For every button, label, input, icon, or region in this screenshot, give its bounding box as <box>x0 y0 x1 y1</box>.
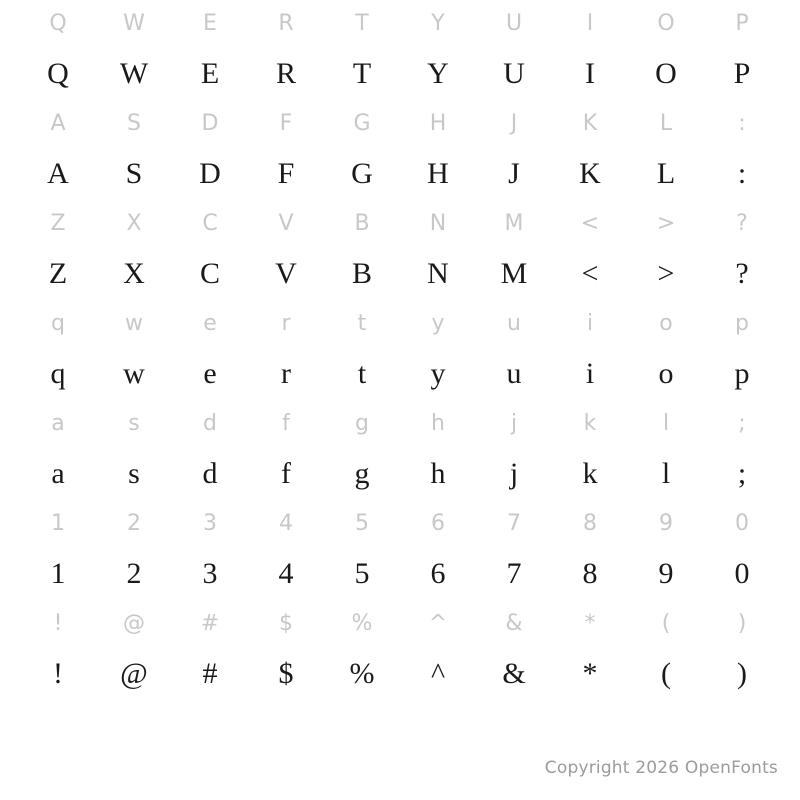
glyph-sample-cell: R <box>275 57 296 90</box>
glyph-sample-row <box>20 48 780 100</box>
glyph-label-cell: 1 <box>51 511 65 536</box>
glyph-label-cell: V <box>278 211 294 236</box>
glyph-label-cell: O <box>657 11 675 36</box>
glyph-sample-cell: # <box>202 657 218 690</box>
glyph-sample-row <box>20 548 780 600</box>
glyph-sample-cell: : <box>737 157 747 190</box>
glyph-label-cell: $ <box>279 611 293 636</box>
glyph-label-cell: ) <box>737 611 747 636</box>
glyph-sample-cell: q <box>50 357 66 390</box>
glyph-sample-cell: 2 <box>126 557 142 590</box>
glyph-label-cell: y <box>431 311 445 336</box>
glyph-sample-cell: H <box>427 157 449 190</box>
glyph-sample-row <box>20 148 780 200</box>
glyph-label-row <box>20 300 780 348</box>
glyph-sample-cell: d <box>202 457 218 490</box>
glyph-label-cell: r <box>281 311 291 336</box>
glyph-label-cell: t <box>357 311 367 336</box>
glyph-label-cell: P <box>735 11 749 36</box>
glyph-sample-cell: 8 <box>582 557 598 590</box>
glyph-sample-cell: F <box>277 157 295 190</box>
glyph-sample-cell: < <box>581 257 599 290</box>
glyph-sample-cell: W <box>119 57 149 90</box>
glyph-sample-cell: s <box>128 457 140 490</box>
glyph-label-cell: I <box>586 11 594 36</box>
glyph-label-row <box>20 200 780 248</box>
glyph-label-cell: J <box>510 111 518 136</box>
glyph-sample-cell: p <box>734 357 750 390</box>
glyph-sample-cell: C <box>199 257 220 290</box>
glyph-label-cell: & <box>505 611 523 636</box>
glyph-sample-cell: 9 <box>658 557 674 590</box>
glyph-label-cell: T <box>355 11 369 36</box>
glyph-sample-cell: B <box>351 257 372 290</box>
glyph-label-cell: a <box>51 411 65 436</box>
glyph-label-cell: ? <box>736 211 748 236</box>
glyph-sample-cell: & <box>502 657 526 690</box>
glyph-sample-row <box>20 448 780 500</box>
glyph-label-cell: 4 <box>279 511 293 536</box>
glyph-sample-cell: M <box>500 257 528 290</box>
glyph-label-cell: s <box>128 411 140 436</box>
glyph-sample-cell: 4 <box>278 557 294 590</box>
glyph-sample-cell: l <box>661 457 671 490</box>
glyph-sample-cell: ) <box>737 657 747 690</box>
glyph-sample-cell: L <box>656 157 676 190</box>
glyph-sample-cell: D <box>199 157 221 190</box>
glyph-sample-cell: ; <box>737 457 747 490</box>
glyph-label-cell: X <box>126 211 142 236</box>
glyph-label-cell: > <box>656 211 676 236</box>
glyph-sample-cell: Y <box>427 57 449 90</box>
glyph-label-cell: : <box>738 111 746 136</box>
glyph-sample-cell: ! <box>53 657 63 690</box>
glyph-sample-cell: K <box>579 157 601 190</box>
glyph-label-cell: W <box>123 11 145 36</box>
glyph-sample-cell: 3 <box>202 557 218 590</box>
glyph-label-cell: @ <box>123 611 145 636</box>
glyph-label-cell: H <box>429 111 447 136</box>
glyph-label-cell: A <box>50 111 66 136</box>
glyph-label-cell: Q <box>49 11 67 36</box>
glyph-label-cell: 0 <box>735 511 749 536</box>
glyph-label-cell: E <box>203 11 217 36</box>
glyph-label-cell: G <box>353 111 371 136</box>
glyph-sample-cell: U <box>503 57 525 90</box>
glyph-label-cell: S <box>127 111 141 136</box>
glyph-sample-cell: P <box>733 57 751 90</box>
glyph-label-cell: 6 <box>431 511 445 536</box>
copyright-notice: Copyright 2026 OpenFonts <box>544 758 778 778</box>
glyph-sample-cell: y <box>430 357 446 390</box>
glyph-label-cell: # <box>200 611 220 636</box>
glyph-sample-cell: a <box>51 457 65 490</box>
glyph-sample-cell: 5 <box>354 557 370 590</box>
glyph-sample-cell: ? <box>735 257 749 290</box>
glyph-sample-cell: S <box>125 157 143 190</box>
glyph-sample-cell: h <box>430 457 446 490</box>
glyph-label-cell: o <box>659 311 673 336</box>
glyph-label-cell: e <box>203 311 217 336</box>
glyph-label-row <box>20 500 780 548</box>
glyph-label-cell: d <box>203 411 217 436</box>
glyph-label-row <box>20 400 780 448</box>
glyph-sample-cell: t <box>357 357 367 390</box>
glyph-label-cell: p <box>735 311 749 336</box>
glyph-sample-cell: 1 <box>50 557 66 590</box>
glyph-label-cell: u <box>507 311 521 336</box>
glyph-sample-cell: Q <box>47 57 69 90</box>
glyph-label-cell: < <box>580 211 600 236</box>
glyph-sample-cell: E <box>200 57 220 90</box>
glyph-sample-cell: A <box>47 157 69 190</box>
glyph-label-cell: l <box>662 411 670 436</box>
glyph-label-cell: 2 <box>127 511 141 536</box>
glyph-sample-cell: o <box>658 357 674 390</box>
glyph-sample-cell: 0 <box>734 557 750 590</box>
glyph-sample-row <box>20 348 780 400</box>
glyph-label-cell: w <box>125 311 143 336</box>
glyph-label-row <box>20 100 780 148</box>
glyph-sample-cell: k <box>582 457 598 490</box>
glyph-label-cell: f <box>282 411 290 436</box>
glyph-label-cell: U <box>505 11 523 36</box>
glyph-sample-cell: @ <box>120 657 148 690</box>
glyph-label-cell: M <box>504 211 524 236</box>
glyph-sample-row <box>20 248 780 300</box>
glyph-label-row <box>20 600 780 648</box>
glyph-sample-cell: u <box>506 357 522 390</box>
glyph-label-cell: j <box>510 411 518 436</box>
glyph-sample-cell: Z <box>48 257 68 290</box>
glyph-sample-cell: % <box>349 657 375 690</box>
glyph-sample-cell: w <box>123 357 145 390</box>
glyph-label-cell: ( <box>661 611 671 636</box>
glyph-sample-cell: G <box>351 157 373 190</box>
glyph-sample-cell: * <box>582 657 598 690</box>
glyph-sample-cell: i <box>585 357 595 390</box>
glyph-sample-cell: g <box>354 457 370 490</box>
glyph-sample-cell: f <box>281 457 291 490</box>
glyph-sample-cell: X <box>123 257 145 290</box>
glyph-label-cell: ; <box>738 411 746 436</box>
glyph-sample-row <box>20 648 780 700</box>
glyph-label-cell: 3 <box>203 511 217 536</box>
glyph-sample-cell: j <box>509 457 519 490</box>
glyph-label-cell: N <box>429 211 447 236</box>
glyph-label-cell: 8 <box>583 511 597 536</box>
glyph-label-cell: K <box>582 111 598 136</box>
glyph-label-cell: B <box>354 211 370 236</box>
glyph-label-cell: g <box>355 411 369 436</box>
glyph-sample-cell: 7 <box>506 557 522 590</box>
glyph-label-cell: 5 <box>355 511 369 536</box>
glyph-label-row <box>20 0 780 48</box>
glyph-label-cell: % <box>351 611 373 636</box>
glyph-sample-cell: ( <box>661 657 671 690</box>
glyph-sample-cell: V <box>275 257 297 290</box>
glyph-sample-cell: J <box>508 157 520 190</box>
glyph-label-cell: * <box>584 611 596 636</box>
glyph-label-cell: R <box>278 11 294 36</box>
glyph-label-cell: L <box>659 111 673 136</box>
glyph-label-cell: 7 <box>507 511 521 536</box>
glyph-sample-cell: O <box>655 57 677 90</box>
glyph-label-cell: ! <box>53 611 63 636</box>
glyph-sample-cell: ^ <box>430 657 446 690</box>
glyph-sample-cell: N <box>427 257 449 290</box>
glyph-sample-cell: 6 <box>430 557 446 590</box>
glyph-label-cell: ^ <box>428 611 448 636</box>
glyph-label-cell: k <box>583 411 597 436</box>
glyph-label-cell: q <box>51 311 65 336</box>
glyph-sample-cell: I <box>585 57 595 90</box>
glyph-label-cell: 9 <box>659 511 673 536</box>
glyph-label-cell: D <box>201 111 219 136</box>
glyph-label-cell: Y <box>431 11 445 36</box>
glyph-label-cell: F <box>279 111 293 136</box>
glyph-label-cell: Z <box>50 211 66 236</box>
glyph-sample-cell: > <box>657 257 675 290</box>
glyph-label-cell: i <box>586 311 594 336</box>
glyph-sample-cell: r <box>281 357 291 390</box>
glyph-sample-cell: e <box>203 357 217 390</box>
glyph-sample-cell: T <box>352 57 372 90</box>
glyph-label-cell: h <box>431 411 445 436</box>
glyph-label-cell: C <box>202 211 218 236</box>
glyph-sample-cell: $ <box>278 657 294 690</box>
